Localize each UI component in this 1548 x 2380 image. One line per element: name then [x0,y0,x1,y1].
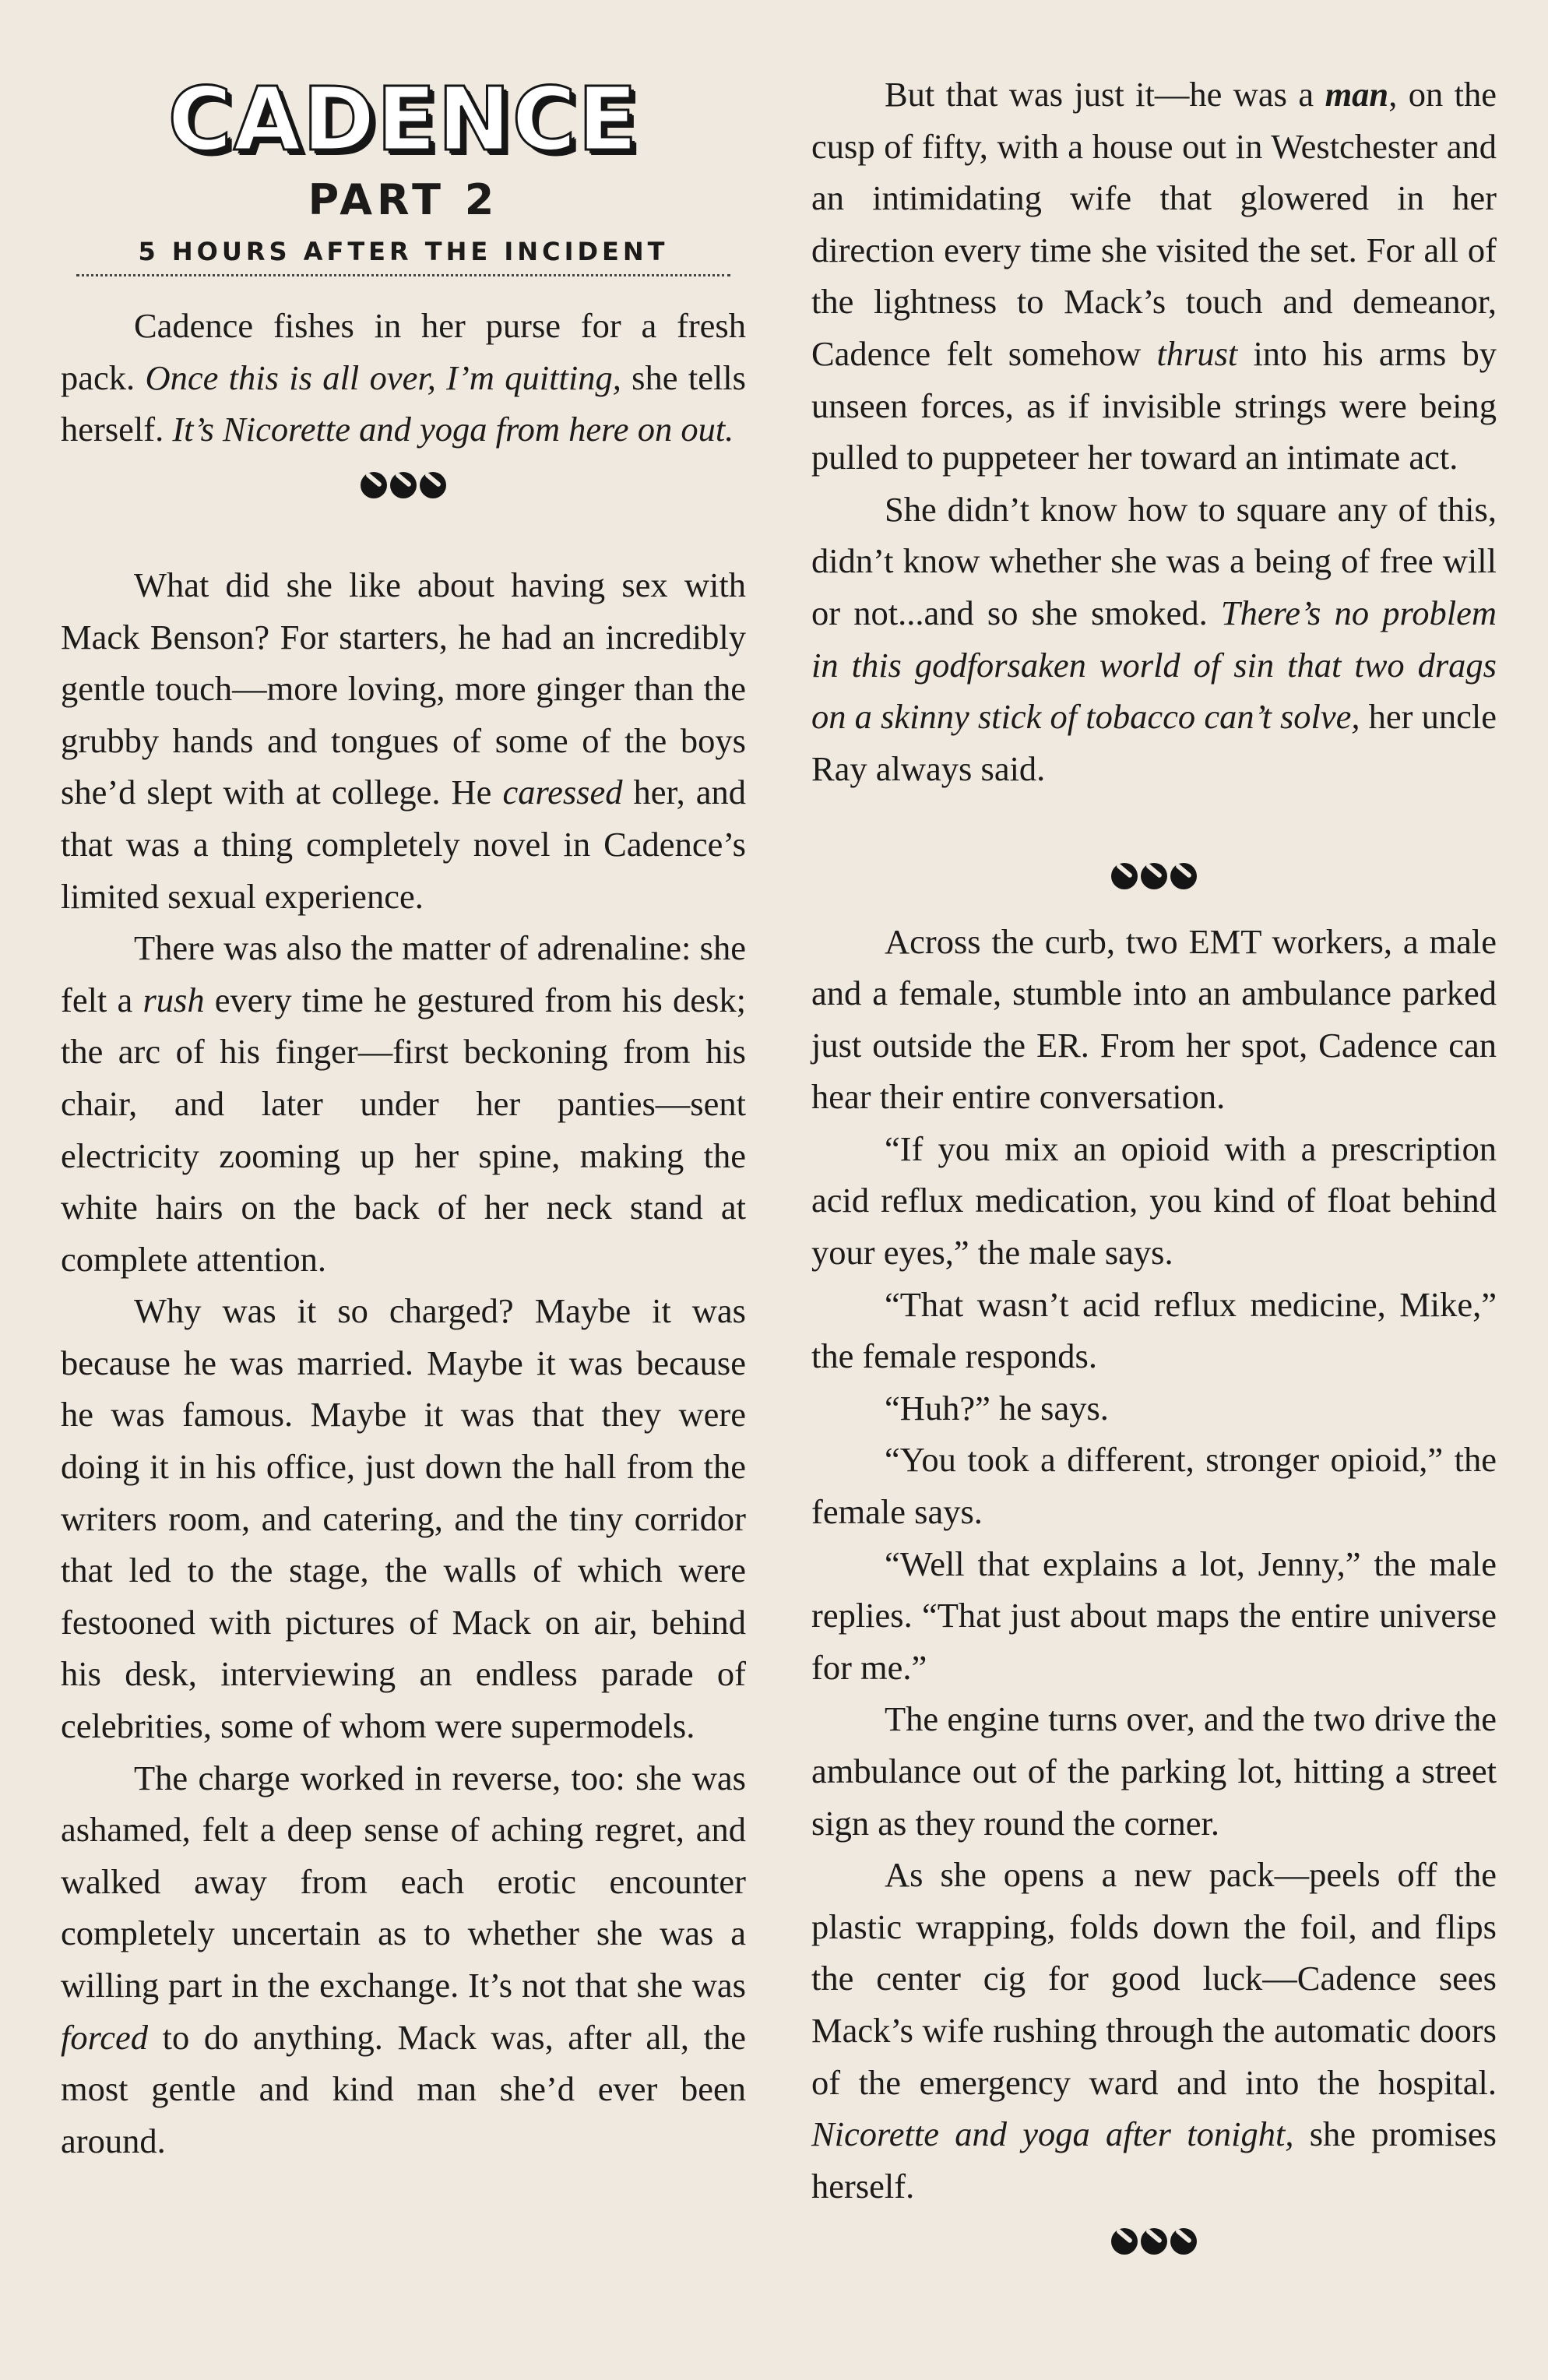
paragraph: Across the curb, two EMT workers, a male and a female, stumble into an ambulance parked just outside the ER. From her spot, Cadence can hear their entire conversation. [811,921,1497,1117]
section-break-ornament [61,456,746,508]
dotted-divider [76,274,730,276]
cigarette-dot-icon [1141,2228,1167,2255]
paragraph: “Well that explains a lot, Jenny,” the male replies. “That just about maps the entire universe for me.” [811,1544,1497,1687]
right-column [811,69,1497,2264]
cigarette-dot-icon [1141,863,1167,889]
end-ornament [811,2212,1497,2264]
paragraph: The charge worked in reverse, too: she was ashamed, felt a deep sense of aching regret, and walked away from each erotic encounter completely uncertain as to whether she was a willing part in the exchange. It’s not that she was forced to do anything. Mack was, after all, the most gentle and kind man she’d ever been around. [61,1758,746,2160]
paragraph: “Huh?” he says. [885,1388,1109,1428]
left-column [61,69,746,2167]
paragraph: What did she like about having sex with Mack Benson? For starters, he had an incredibly gentle touch—more loving, more ginger than the grubby hands and tongues of some of the boys she’d slept with at college. He caressed her, and that was a thing completely novel in Cadence’s limited sexual experience. [61,565,747,916]
cigarette-dot-icon [1170,863,1197,889]
paragraph: But that was just it—he was a man, on the cusp of fifty, with a house out in Westchester and an intimidating wife that glowered in her direction every time she visited the set. For all of the lightness to Mack’s touch and demeanor, Cadence felt somehow thrust into his arms by unseen forces, as if invisible strings were being pulled to puppeteer her toward an intimate act. [811,75,1497,477]
part-label: PART 2 [308,175,499,224]
paragraph: “You took a different, stronger opioid,” the female says. [811,1440,1497,1532]
paragraph: She didn’t know how to square any of this, didn’t know whether she was a being of free will or not...and so she smoked. There’s no problem in this godforsaken world of sin that two drags on a skinny stick of tobacco can’t solve, her uncle Ray always said. [811,489,1497,788]
story-title: CADENCE [167,69,639,171]
paragraph: As she opens a new pack—peels off the plastic wrapping, folds down the foil, and flips the center cig for good luck—Cadence sees Mack’s wife rushing through the automatic doors of the emergency ward and into the hospital. Nicorette and yoga after tonight, she promises herself. [811,1855,1497,2206]
cigarette-dot-icon [1170,2228,1197,2255]
section-break-ornament [811,847,1497,899]
cigarette-dot-icon [390,472,417,498]
cigarette-dot-icon [1111,863,1138,889]
section-subtitle: 5 HOURS AFTER THE INCIDENT [138,237,669,266]
paragraph: “If you mix an opioid with a prescription acid reflux medication, you kind of float behind your eyes,” the male says. [811,1128,1497,1273]
cigarette-dot-icon [361,472,387,498]
paragraph: Why was it so charged? Maybe it was because he was married. Maybe it was because he was famous. Maybe it was that they were doing it in his office, just down the hall from the writers room, and catering, and the tiny corridor that led to the stage, the walls of which were festooned with pictures of Mack on air, behind his desk, interviewing an endless parade of celebrities, some of whom were supermodels. [61,1291,746,1746]
paragraph: Cadence fishes in her purse for a fresh pack. Once this is all over, I’m quitting, she tells herself. It’s Nicorette and yoga from here on out. [61,306,746,449]
story-header [61,69,746,276]
cigarette-dot-icon [420,472,446,498]
paragraph: There was also the matter of adrenaline: she felt a rush every time he gestured from his desk; the arc of his finger—first beckoning from his chair, and later under her panties—sent electricity zooming up her spine, making the white hairs on the back of her neck stand at complete attention. [61,928,746,1279]
paragraph: The engine turns over, and the two drive the ambulance out of the parking lot, hitting a street sign as they round the corner. [811,1699,1497,1843]
paragraph: “That wasn’t acid reflux medicine, Mike,” the female responds. [811,1284,1497,1376]
cigarette-dot-icon [1111,2228,1138,2255]
